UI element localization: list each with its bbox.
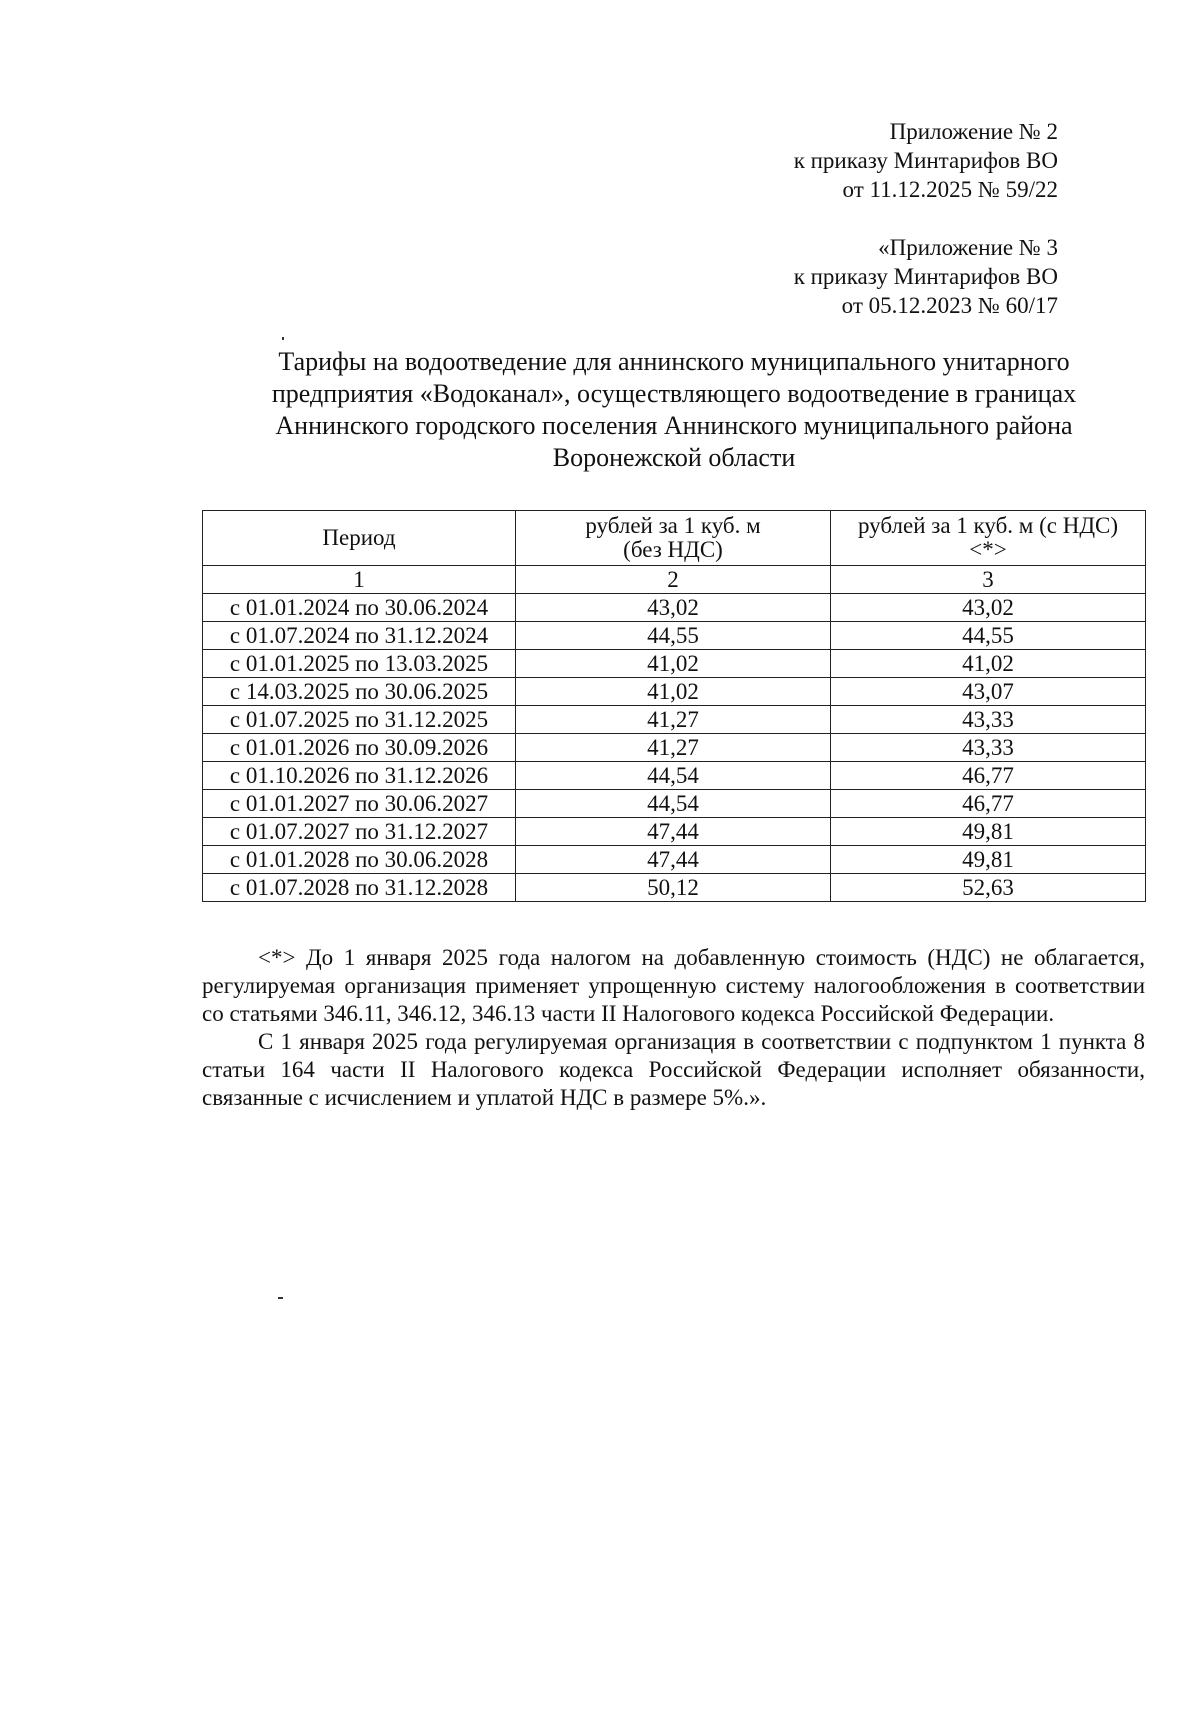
title-line: Воронежской области <box>552 443 796 472</box>
vat-paragraph: С 1 января 2025 года регулируемая организация в соответствии с подпунктом 1 пункта 8 статьи 164 части II Налогового кодекса Российской Федерации исполняет обязанности, связанные с исчислением и уплатой НДС в размере 5%.». <box>202 1029 1145 1110</box>
table-row <box>203 874 1146 902</box>
cell-period: с 14.03.2025 по 30.06.2025 <box>203 678 516 706</box>
table-row <box>203 622 1146 650</box>
header-price-no-vat <box>516 511 831 566</box>
cell-price-no-vat: 44,54 <box>516 762 831 790</box>
cell-price-vat: 49,81 <box>831 846 1146 874</box>
appendix-number: «Приложение № 3 <box>878 235 1058 260</box>
document-title <box>200 346 1148 474</box>
appendix-number: Приложение № 2 <box>889 119 1058 144</box>
appendix-order-ref: к приказу Минтарифов ВО <box>793 264 1058 289</box>
cell-price-no-vat: 44,54 <box>516 790 831 818</box>
column-number: 3 <box>831 566 1146 594</box>
cell-price-no-vat: 47,44 <box>516 846 831 874</box>
cell-price-no-vat: 44,55 <box>516 622 831 650</box>
column-number: 1 <box>203 566 516 594</box>
table-row <box>203 706 1146 734</box>
cell-price-vat: 46,77 <box>831 762 1146 790</box>
cell-period: с 01.10.2026 по 31.12.2026 <box>203 762 516 790</box>
scan-speck <box>282 337 284 340</box>
cell-period: с 01.01.2024 по 30.06.2024 <box>203 594 516 622</box>
table-row <box>203 818 1146 846</box>
table-row <box>203 650 1146 678</box>
cell-price-vat: 43,33 <box>831 706 1146 734</box>
title-line: предприятия «Водоканал», осуществляющего водоотведение в границах <box>271 379 1077 408</box>
appendix-header-current <box>794 117 1058 204</box>
table-row <box>203 790 1146 818</box>
cell-price-no-vat: 41,27 <box>516 706 831 734</box>
cell-price-no-vat: 47,44 <box>516 818 831 846</box>
header-line: рублей за 1 куб. м (с НДС) <box>857 513 1119 538</box>
cell-price-no-vat: 41,02 <box>516 650 831 678</box>
table-row <box>203 846 1146 874</box>
cell-price-no-vat: 50,12 <box>516 874 831 902</box>
table-header-row <box>203 511 1146 566</box>
appendix-order-date: от 11.12.2025 № 59/22 <box>842 177 1058 202</box>
cell-price-vat: 49,81 <box>831 818 1146 846</box>
cell-period: с 01.01.2025 по 13.03.2025 <box>203 650 516 678</box>
cell-period: с 01.07.2025 по 31.12.2025 <box>203 706 516 734</box>
header-line: (без НДС) <box>623 537 723 562</box>
appendix-order-ref: к приказу Минтарифов ВО <box>793 148 1058 173</box>
title-line: Аннинского городского поселения Аннинского муниципального района <box>275 411 1073 440</box>
cell-price-no-vat: 41,02 <box>516 678 831 706</box>
appendix-header-amended <box>794 233 1058 320</box>
tariff-table-body <box>203 594 1146 902</box>
cell-period: с 01.07.2028 по 31.12.2028 <box>203 874 516 902</box>
cell-price-vat: 41,02 <box>831 650 1146 678</box>
appendix-order-date: от 05.12.2023 № 60/17 <box>841 293 1058 318</box>
header-line: <*> <box>969 537 1007 562</box>
cell-period: с 01.01.2028 по 30.06.2028 <box>203 846 516 874</box>
header-line: рублей за 1 куб. м <box>585 513 761 538</box>
cell-period: с 01.07.2024 по 31.12.2024 <box>203 622 516 650</box>
table-row <box>203 762 1146 790</box>
table-row <box>203 678 1146 706</box>
header-period: Период <box>203 511 516 566</box>
title-line: Тарифы на водоотведение для аннинского муниципального унитарного <box>278 347 1070 376</box>
column-number: 2 <box>516 566 831 594</box>
header-price-vat <box>831 511 1146 566</box>
cell-price-vat: 43,07 <box>831 678 1146 706</box>
cell-price-vat: 43,33 <box>831 734 1146 762</box>
table-row <box>203 734 1146 762</box>
cell-period: с 01.01.2027 по 30.06.2027 <box>203 790 516 818</box>
cell-period: с 01.07.2027 по 31.12.2027 <box>203 818 516 846</box>
cell-price-no-vat: 41,27 <box>516 734 831 762</box>
cell-price-vat: 43,02 <box>831 594 1146 622</box>
cell-price-no-vat: 43,02 <box>516 594 831 622</box>
table-row <box>203 594 1146 622</box>
cell-price-vat: 52,63 <box>831 874 1146 902</box>
tariff-table <box>202 510 1146 902</box>
cell-price-vat: 44,55 <box>831 622 1146 650</box>
cell-period: с 01.01.2026 по 30.09.2026 <box>203 734 516 762</box>
scan-speck <box>278 1297 283 1299</box>
notes <box>202 944 1145 1112</box>
cell-price-vat: 46,77 <box>831 790 1146 818</box>
column-numbering-row <box>203 566 1146 594</box>
footnote-paragraph: <*> До 1 января 2025 года налогом на добавленную стоимость (НДС) не облагается, регулируемая организация применяет упрощенную систему налогообложения в соответствии со статьями 346.11, 346.12, 346.13 части II Налогового кодекса Российской Федерации. <box>202 945 1145 1026</box>
